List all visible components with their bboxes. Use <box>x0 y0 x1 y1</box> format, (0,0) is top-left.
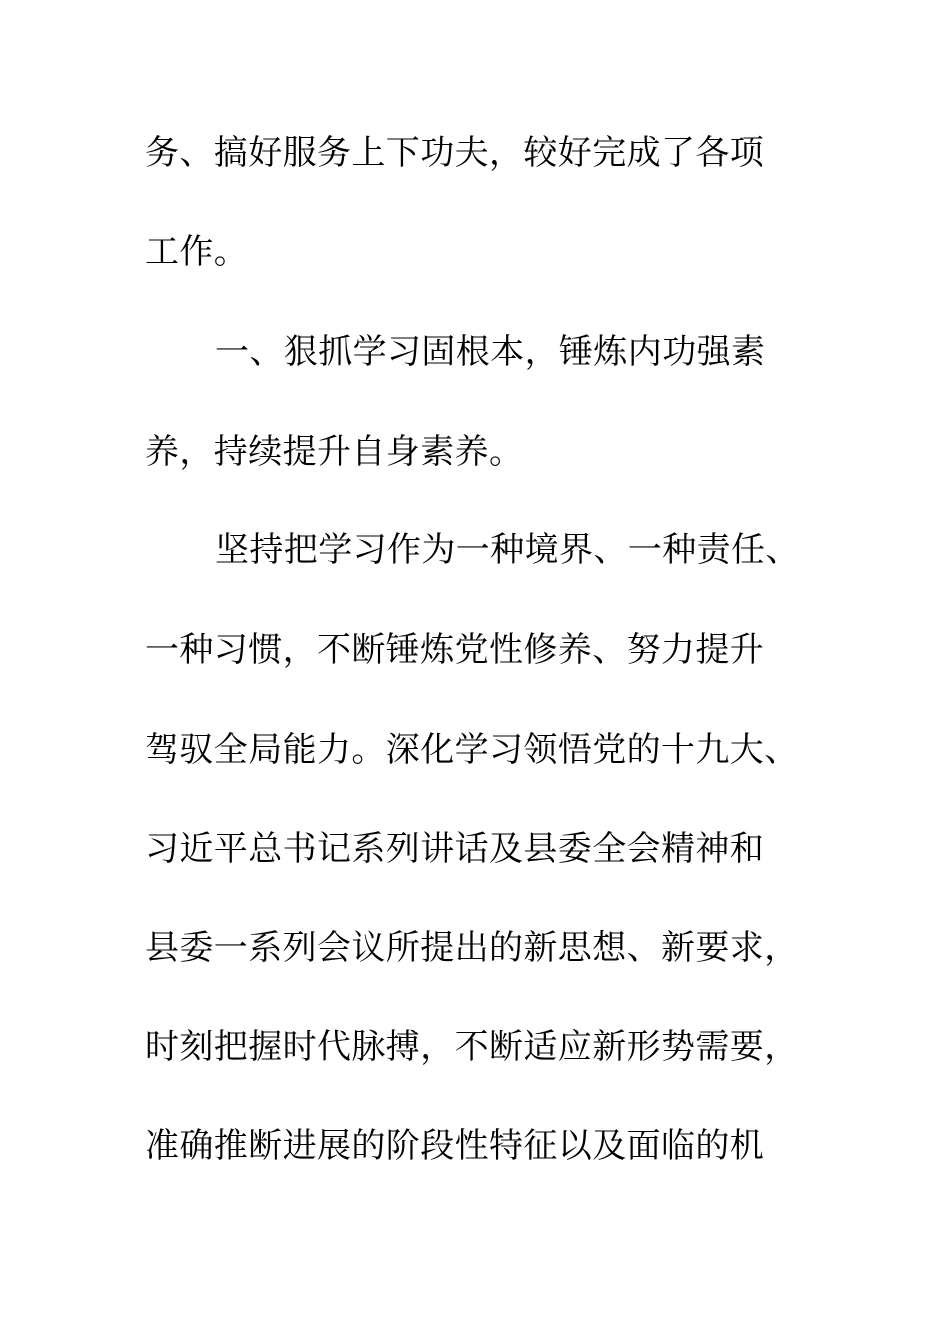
text-line-11: 准确推断进展的阶段性特征以及面临的机 <box>145 1126 765 1166</box>
text-line-6: 一种习惯，不断锤炼党性修养、努力提升 <box>145 630 765 670</box>
text-line-10: 时刻把握时代脉搏，不断适应新形势需要， <box>145 1027 799 1067</box>
text-line-9: 县委一系列会议所提出的新思想、新要求， <box>145 928 799 968</box>
section-heading-line-2: 养，持续提升自身素养。 <box>145 432 524 472</box>
section-heading-line-1: 一、狠抓学习固根本，锤炼内功强素 <box>215 332 766 372</box>
text-line-2: 工作。 <box>145 232 249 272</box>
text-line-8: 习近平总书记系列讲话及县委全会精神和 <box>145 829 765 869</box>
text-line-7: 驾驭全局能力。深化学习领悟党的十九大、 <box>145 730 799 770</box>
text-line-5: 坚持把学习作为一种境界、一种责任、 <box>215 530 800 570</box>
text-line-1: 务、搞好服务上下功夫，较好完成了各项 <box>145 133 765 173</box>
